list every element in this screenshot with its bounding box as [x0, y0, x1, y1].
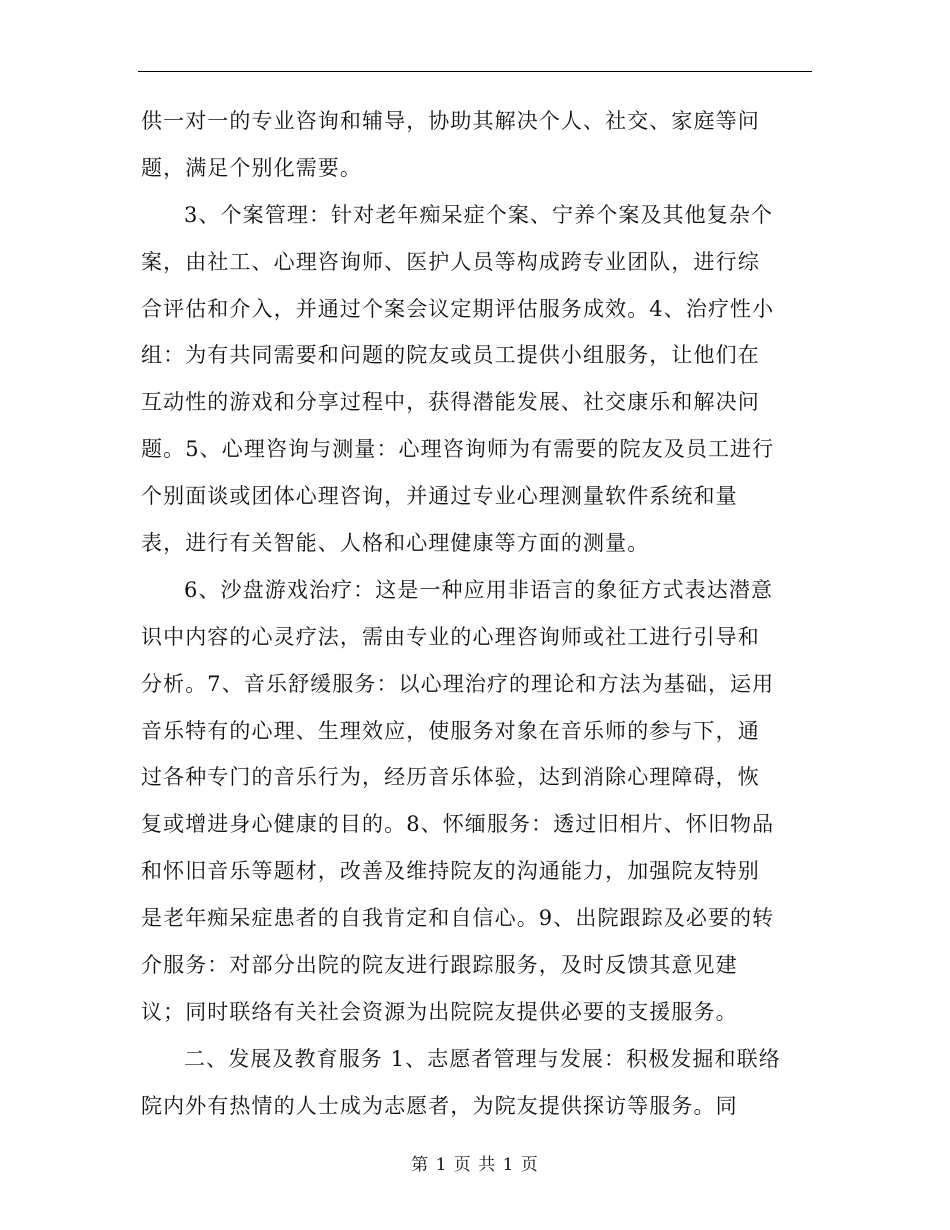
text-line: 分析。7、音乐舒缓服务：以心理治疗的理论和方法为基础，运用	[141, 671, 775, 696]
text-line: 互动性的游戏和分享过程中，获得潜能发展、社交康乐和解决问	[141, 390, 760, 415]
text-line: 表，进行有关智能、人格和心理健康等方面的测量。	[141, 531, 650, 556]
text-line: 识中内容的心灵疗法，需由专业的心理咨询师或社工进行引导和	[141, 624, 760, 649]
text-line: 合评估和介入，并通过个案会议定期评估服务成效。4、治疗性小	[141, 296, 775, 321]
text-line: 案，由社工、心理咨询师、医护人员等构成跨专业团队，进行综	[141, 249, 760, 274]
text-line: 题。5、心理咨询与测量：心理咨询师为有需要的院友及员工进行	[141, 437, 775, 462]
text-line: 议；同时联络有关社会资源为出院院友提供必要的支援服务。	[141, 999, 738, 1024]
text-line: 二、发展及教育服务 1、志愿者管理与发展：积极发掘和联络	[184, 1046, 781, 1071]
text-line: 院内外有热情的人士成为志愿者，为院友提供探访等服务。同	[141, 1093, 738, 1118]
page-number: 第 1 页 共 1 页	[411, 1155, 539, 1175]
document-body	[141, 98, 811, 1130]
text-line: 过各种专门的音乐行为，经历音乐体验，达到消除心理障碍，恢	[141, 765, 760, 790]
text-line: 是老年痴呆症患者的自我肯定和自信心。9、出院跟踪及必要的转	[141, 906, 775, 931]
text-line: 和怀旧音乐等题材，改善及维持院友的沟通能力，加强院友特别	[141, 859, 760, 884]
header-rule	[138, 71, 812, 72]
text-line: 个别面谈或团体心理咨询，并通过专业心理测量软件系统和量	[141, 484, 738, 509]
text-line: 音乐特有的心理、生理效应，使服务对象在音乐师的参与下，通	[141, 718, 760, 743]
text-line: 供一对一的专业咨询和辅导，协助其解决个人、社交、家庭等问	[141, 109, 760, 133]
text-line: 3、个案管理：针对老年痴呆症个案、宁养个案及其他复杂个	[184, 202, 774, 227]
text-line: 介服务：对部分出院的院友进行跟踪服务，及时反馈其意见建	[141, 953, 738, 978]
text-line: 6、沙盘游戏治疗：这是一种应用非语言的象征方式表达潜意	[184, 577, 774, 602]
text-line: 复或增进身心健康的目的。8、怀缅服务：透过旧相片、怀旧物品	[141, 812, 775, 837]
text-line: 题，满足个别化需要。	[141, 155, 362, 180]
text-line: 组：为有共同需要和问题的院友或员工提供小组服务，让他们在	[141, 343, 760, 368]
